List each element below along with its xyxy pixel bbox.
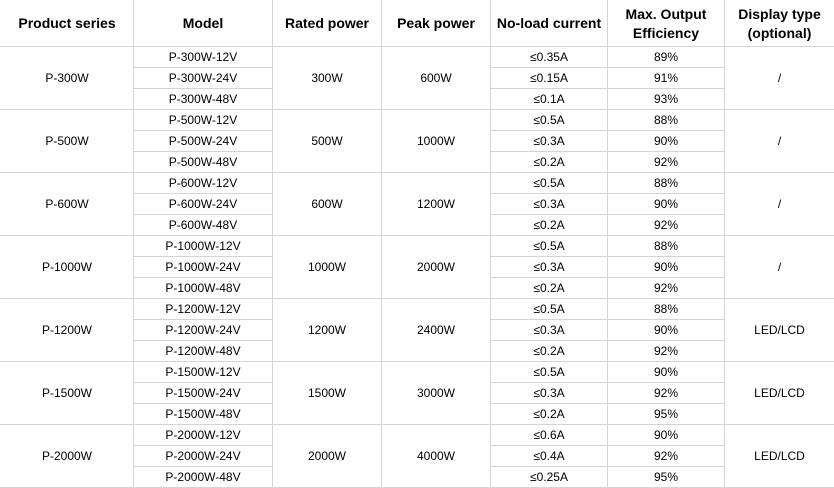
no-load-current-cell: ≤0.6A: [491, 425, 608, 446]
no-load-current-cell: ≤0.5A: [491, 236, 608, 257]
table-row: [1, 362, 834, 383]
model-cell: P-300W-48V: [134, 89, 273, 110]
no-load-current-cell: ≤0.15A: [491, 68, 608, 89]
efficiency-cell: 90%: [608, 131, 725, 152]
table-row: [1, 425, 834, 446]
product-series-cell: P-1500W: [1, 362, 134, 425]
model-cell: P-1500W-24V: [134, 383, 273, 404]
display-type-cell: LED/LCD: [725, 425, 834, 488]
header-rated-power: Rated power: [273, 1, 382, 47]
rated-power-cell: 1200W: [273, 299, 382, 362]
no-load-current-cell: ≤0.3A: [491, 194, 608, 215]
model-cell: P-600W-24V: [134, 194, 273, 215]
display-type-cell: /: [725, 173, 834, 236]
efficiency-cell: 92%: [608, 341, 725, 362]
efficiency-cell: 93%: [608, 89, 725, 110]
no-load-current-cell: ≤0.3A: [491, 257, 608, 278]
peak-power-cell: 1200W: [382, 173, 491, 236]
header-peak-power: Peak power: [382, 1, 491, 47]
model-cell: P-2000W-12V: [134, 425, 273, 446]
table-row: [1, 173, 834, 194]
display-type-cell: LED/LCD: [725, 362, 834, 425]
no-load-current-cell: ≤0.3A: [491, 131, 608, 152]
efficiency-cell: 90%: [608, 425, 725, 446]
no-load-current-cell: ≤0.5A: [491, 110, 608, 131]
efficiency-cell: 91%: [608, 68, 725, 89]
table-row: [1, 47, 834, 68]
model-cell: P-2000W-24V: [134, 446, 273, 467]
no-load-current-cell: ≤0.35A: [491, 47, 608, 68]
efficiency-cell: 92%: [608, 446, 725, 467]
no-load-current-cell: ≤0.5A: [491, 362, 608, 383]
rated-power-cell: 1000W: [273, 236, 382, 299]
efficiency-cell: 90%: [608, 362, 725, 383]
model-cell: P-1200W-12V: [134, 299, 273, 320]
model-cell: P-1500W-12V: [134, 362, 273, 383]
no-load-current-cell: ≤0.2A: [491, 341, 608, 362]
product-series-cell: P-1200W: [1, 299, 134, 362]
model-cell: P-1000W-48V: [134, 278, 273, 299]
peak-power-cell: 2000W: [382, 236, 491, 299]
model-cell: P-300W-12V: [134, 47, 273, 68]
efficiency-cell: 88%: [608, 299, 725, 320]
model-cell: P-1200W-24V: [134, 320, 273, 341]
no-load-current-cell: ≤0.5A: [491, 299, 608, 320]
header-no-load-current: No-load current: [491, 1, 608, 47]
no-load-current-cell: ≤0.3A: [491, 383, 608, 404]
no-load-current-cell: ≤0.5A: [491, 173, 608, 194]
table-row: [1, 236, 834, 257]
model-cell: P-1200W-48V: [134, 341, 273, 362]
rated-power-cell: 1500W: [273, 362, 382, 425]
efficiency-cell: 90%: [608, 194, 725, 215]
rated-power-cell: 500W: [273, 110, 382, 173]
model-cell: P-500W-12V: [134, 110, 273, 131]
no-load-current-cell: ≤0.3A: [491, 320, 608, 341]
efficiency-cell: 90%: [608, 320, 725, 341]
header-row: [1, 1, 834, 47]
no-load-current-cell: ≤0.4A: [491, 446, 608, 467]
peak-power-cell: 3000W: [382, 362, 491, 425]
efficiency-cell: 92%: [608, 278, 725, 299]
efficiency-cell: 95%: [608, 404, 725, 425]
product-series-cell: P-600W: [1, 173, 134, 236]
table-row: [1, 299, 834, 320]
no-load-current-cell: ≤0.25A: [491, 467, 608, 488]
display-type-cell: LED/LCD: [725, 299, 834, 362]
efficiency-cell: 92%: [608, 215, 725, 236]
no-load-current-cell: ≤0.2A: [491, 215, 608, 236]
header-product-series: Product series: [1, 1, 134, 47]
display-type-cell: /: [725, 47, 834, 110]
peak-power-cell: 600W: [382, 47, 491, 110]
peak-power-cell: 2400W: [382, 299, 491, 362]
model-cell: P-600W-48V: [134, 215, 273, 236]
model-cell: P-600W-12V: [134, 173, 273, 194]
efficiency-cell: 92%: [608, 152, 725, 173]
product-series-cell: P-300W: [1, 47, 134, 110]
model-cell: P-1500W-48V: [134, 404, 273, 425]
no-load-current-cell: ≤0.2A: [491, 278, 608, 299]
rated-power-cell: 600W: [273, 173, 382, 236]
no-load-current-cell: ≤0.1A: [491, 89, 608, 110]
display-type-cell: /: [725, 236, 834, 299]
header-max-output-efficiency: Max. Output Efficiency: [608, 1, 725, 47]
efficiency-cell: 92%: [608, 383, 725, 404]
table-row: [1, 110, 834, 131]
model-cell: P-1000W-24V: [134, 257, 273, 278]
header-display-type: Display type (optional): [725, 1, 834, 47]
efficiency-cell: 89%: [608, 47, 725, 68]
model-cell: P-500W-48V: [134, 152, 273, 173]
model-cell: P-300W-24V: [134, 68, 273, 89]
efficiency-cell: 88%: [608, 110, 725, 131]
efficiency-cell: 88%: [608, 173, 725, 194]
no-load-current-cell: ≤0.2A: [491, 404, 608, 425]
display-type-cell: /: [725, 110, 834, 173]
product-series-cell: P-500W: [1, 110, 134, 173]
no-load-current-cell: ≤0.2A: [491, 152, 608, 173]
peak-power-cell: 4000W: [382, 425, 491, 488]
model-cell: P-2000W-48V: [134, 467, 273, 488]
efficiency-cell: 90%: [608, 257, 725, 278]
product-series-cell: P-2000W: [1, 425, 134, 488]
rated-power-cell: 300W: [273, 47, 382, 110]
efficiency-cell: 95%: [608, 467, 725, 488]
product-series-cell: P-1000W: [1, 236, 134, 299]
peak-power-cell: 1000W: [382, 110, 491, 173]
model-cell: P-500W-24V: [134, 131, 273, 152]
header-model: Model: [134, 1, 273, 47]
rated-power-cell: 2000W: [273, 425, 382, 488]
model-cell: P-1000W-12V: [134, 236, 273, 257]
efficiency-cell: 88%: [608, 236, 725, 257]
